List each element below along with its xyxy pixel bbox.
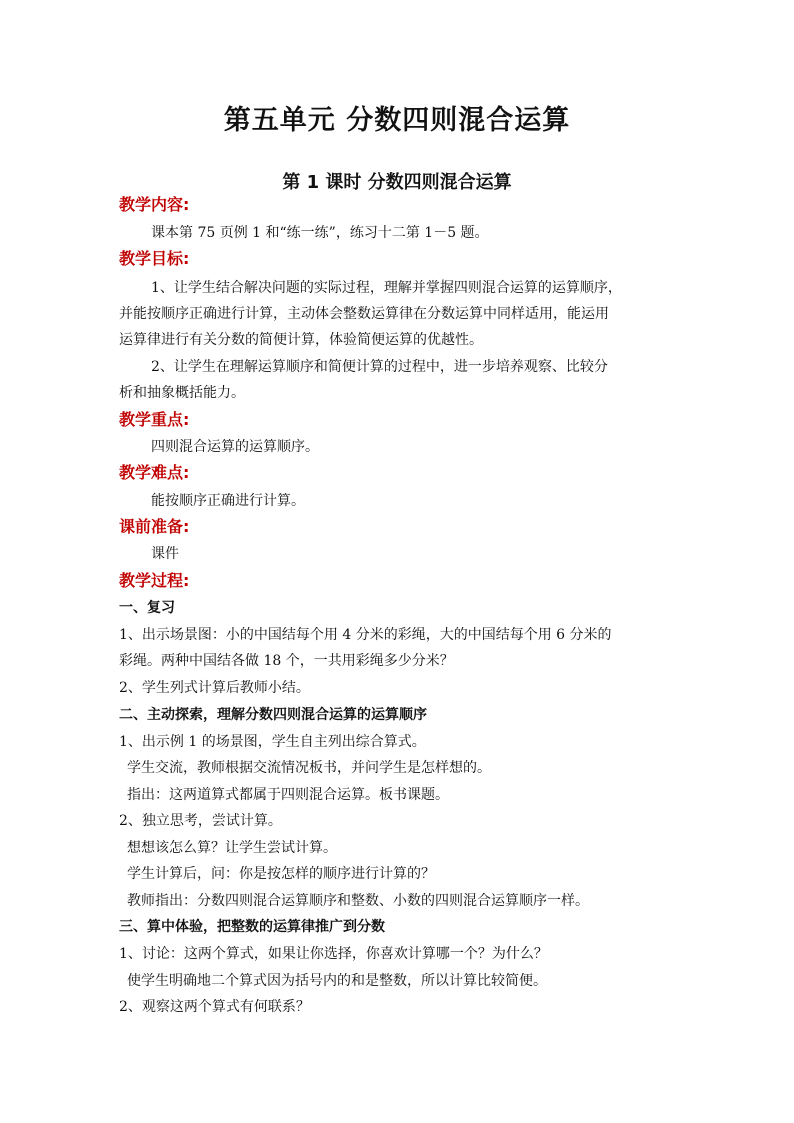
goal-1-line-2: 并能按顺序正确进行计算，主动体会整数运算律在分数运算中同样适用，能运用 [119,306,609,322]
section-explore: 二、主动探索，理解分数四则混合运算的运算顺序 [119,707,427,723]
explore-2-note-2: 学生计算后，问：你是按怎样的顺序进行计算的？ [127,866,435,882]
review-1-line-1: 1、出示场景图：小的中国结每个用 4 分米的彩绳，大的中国结每个用 6 分米的 [119,627,612,643]
heading-difficulties: 教学难点: [119,463,190,482]
heading-key-points: 教学重点: [119,410,190,429]
explore-2-note-3: 教师指出：分数四则混合运算顺序和整数、小数的四则混合运算顺序一样。 [127,893,589,909]
review-1-line-2: 彩绳。两种中国结各做 18 个，一共用彩绳多少分米？ [119,653,454,669]
lesson-subtitle: 第 1 课时 分数四则混合运算 [282,172,512,193]
experience-1-note: 使学生明确地二个算式因为括号内的和是整数，所以计算比较简便。 [127,973,547,989]
goal-1-line-3: 运算律进行有关分数的简便计算，体验简便运算的优越性。 [119,332,483,348]
review-2: 2、学生列式计算后教师小结。 [119,680,310,696]
explore-1: 1、出示例 1 的场景图，学生自主列出综合算式。 [119,734,426,750]
content-text: 课本第 75 页例 1 和“练一练”，练习十二第 1－5 题。 [151,225,489,241]
explore-1-note-2: 指出：这两道算式都属于四则混合运算。板书课题。 [127,787,449,803]
goal-2-line-2: 析和抽象概括能力。 [119,385,245,401]
difficulties-text: 能按顺序正确进行计算。 [151,493,305,509]
preparation-text: 课件 [151,546,179,562]
section-experience: 三、算中体验，把整数的运算律推广到分数 [119,919,385,935]
heading-preparation: 课前准备: [119,517,190,536]
explore-2-note-1: 想想该怎么算？让学生尝试计算。 [127,840,337,856]
key-points-text: 四则混合运算的运算顺序。 [151,439,319,455]
goal-2-line-1: 2、让学生在理解运算顺序和简便计算的过程中，进一步培养观察、比较分 [151,359,608,375]
heading-process: 教学过程: [119,571,190,590]
goal-1-line-1: 1、让学生结合解决问题的实际过程，理解并掌握四则混合运算的运算顺序， [151,280,622,296]
heading-goals: 教学目标: [119,249,190,268]
experience-2: 2、观察这两个算式有何联系？ [119,999,310,1015]
explore-2: 2、独立思考，尝试计算。 [119,813,282,829]
explore-1-note-1: 学生交流，教师根据交流情况板书，并问学生是怎样想的。 [127,760,491,776]
experience-1: 1、讨论：这两个算式，如果让你选择，你喜欢计算哪一个？为什么？ [119,946,548,962]
page-title: 第五单元 分数四则混合运算 [223,105,571,136]
section-review: 一、复习 [119,600,175,616]
heading-content: 教学内容: [119,195,190,214]
